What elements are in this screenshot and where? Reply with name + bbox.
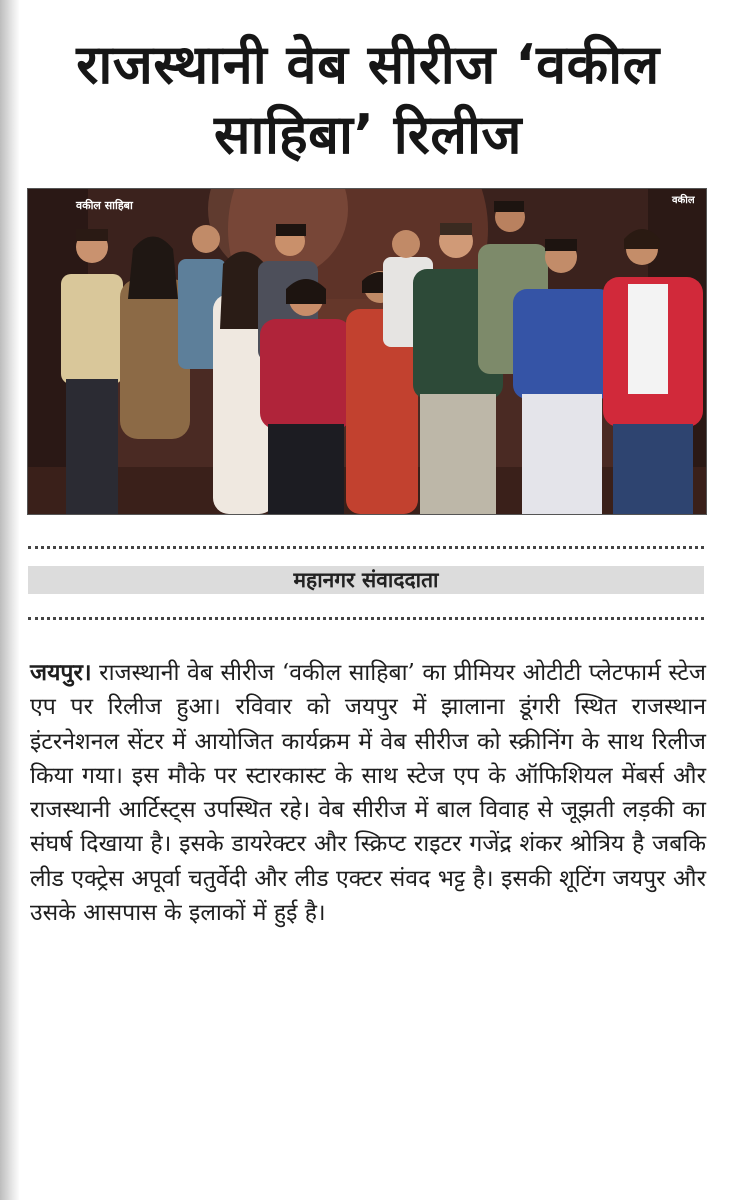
dotted-rule-top xyxy=(28,546,704,549)
article-body-text: राजस्थानी वेब सीरीज ‘वकील साहिबा’ का प्रीमियर ओटीटी प्लेटफार्म स्टेज एप पर रिलीज हुआ। रविवार को जयपुर में झालाना डूंगरी स्थित राजस्थान इंटरनेशनल सेंटर में आयोजित कार्यक्रम में वेब सीरीज को स्क्रीनिंग के साथ रिलीज किया गया। इस मौके पर स्टारकास्ट के साथ स्टेज एप के ऑफिशियल मेंबर्स और राजस्थानी आर्टिस्ट्स उपस्थित रहे। वेब सीरीज में बाल विवाह से जूझती लड़की का संघर्ष दिखाया है। इसके डायरेक्टर और स्क्रिप्ट राइटर गजेंद्र शंकर श्रोत्रिय है जबकि लीड एक्ट्रेस अपूर्वा चतुर्वेदी और लीड एक्टर संवद भट्ट है। इसकी शूटिंग जयपुर और उसके आसपास के इलाकों में हुई है। xyxy=(30,660,707,927)
dateline: जयपुर। xyxy=(30,659,92,686)
dotted-rule-bottom xyxy=(28,617,704,620)
event-photo xyxy=(27,188,707,515)
page-fold-shadow xyxy=(0,0,20,1200)
poster-title-right: वकील xyxy=(672,195,695,206)
byline: महानगर संवाददाता xyxy=(28,566,704,594)
poster-title-left: वकील साहिबा xyxy=(76,199,133,212)
headline: राजस्थानी वेब सीरीज ‘वकील साहिबा’ रिलीज xyxy=(76,33,660,166)
event-photo-illustration xyxy=(28,189,706,514)
article-body xyxy=(30,656,706,930)
